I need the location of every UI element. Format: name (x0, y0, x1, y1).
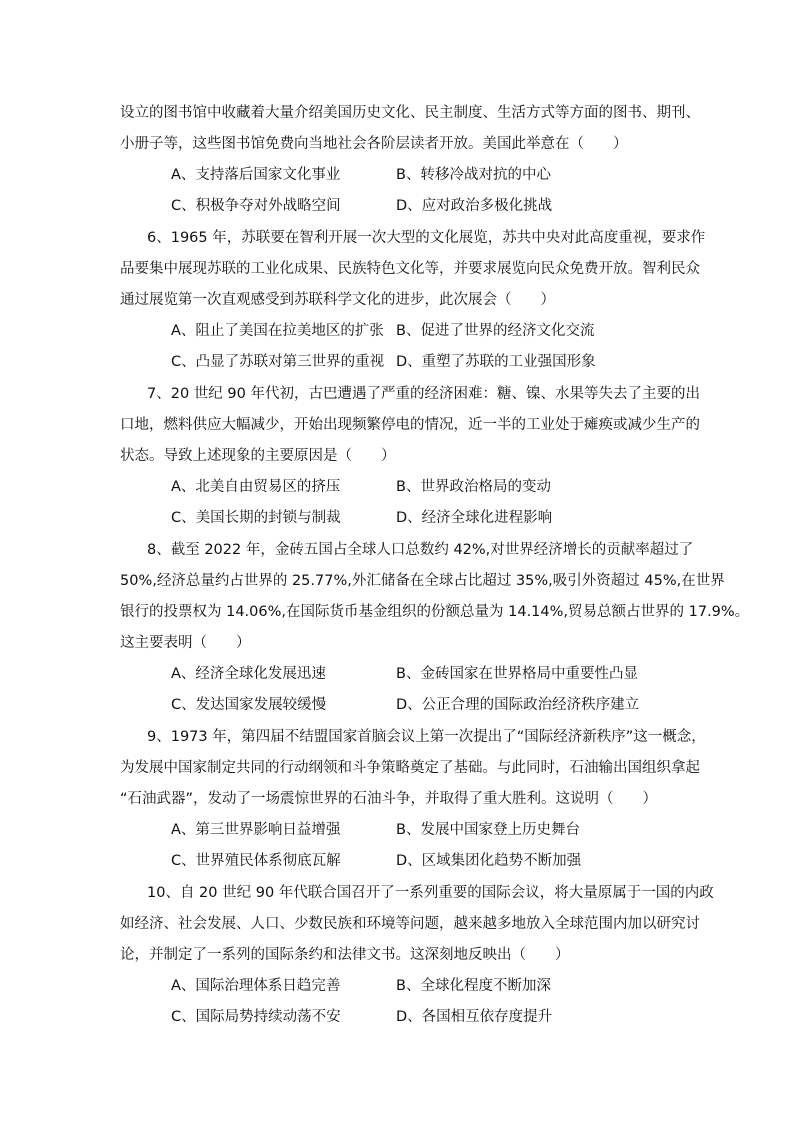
q7-stem-line-1: 7、20 世纪 90 年代初，古巴遭遇了严重的经济困难：糖、镍、水果等失去了主要的出 (147, 386, 700, 402)
q6-stem-line-3: 通过展览第一次直观感受到苏联科学文化的进步，此次展会（ ） (120, 292, 555, 308)
q7-option-a: A、北美自由贸易区的挤压 (171, 479, 341, 495)
q9-option-b: B、发展中国家登上历史舞台 (396, 822, 580, 838)
q7-option-c: C、美国长期的封锁与制裁 (171, 510, 341, 526)
q5-option-c: C、积极争夺对外战略空间 (171, 198, 341, 214)
q6-stem-line-2: 品要集中展现苏联的工业化成果、民族特色文化等，并要求展览向民众免费开放。智利民众 (120, 261, 700, 277)
q9-option-d: D、区域集团化趋势不断加强 (396, 853, 582, 869)
q8-stem-line-4: 这主要表明（ ） (120, 635, 251, 651)
q7-option-d: D、经济全球化进程影响 (396, 510, 553, 526)
q7-option-b: B、世界政治格局的变动 (396, 479, 551, 495)
q10-stem-line-3: 论，并制定了一系列的国际条约和法律文书。这深刻地反映出（ ） (120, 947, 570, 963)
q5-stem-line-1: 设立的图书馆中收藏着大量介绍美国历史文化、民主制度、生活方式等方面的图书、期刊、 (120, 105, 700, 121)
q6-option-b: B、促进了世界的经济文化交流 (396, 323, 595, 339)
q8-option-b: B、金砖国家在世界格局中重要性凸显 (396, 666, 638, 682)
q10-option-c: C、国际局势持续动荡不安 (171, 1009, 341, 1025)
q7-stem-line-3: 状态。导致上述现象的主要原因是（ ） (120, 448, 396, 464)
q9-stem-line-1: 9、1973 年，第四届不结盟国家首脑会议上第一次提出了“国际经济新秩序”这一概念， (147, 729, 706, 745)
q10-stem-line-1: 10、自 20 世纪 90 年代联合国召开了一系列重要的国际会议，将大量原属于一国的内政 (147, 885, 714, 901)
q9-option-a: A、第三世界影响日益增强 (171, 822, 341, 838)
q6-option-d: D、重塑了苏联的工业强国形象 (396, 354, 596, 370)
q8-option-c: C、发达国家发展较缓慢 (171, 697, 327, 713)
q6-option-c: C、凸显了苏联对第三世界的重视 (171, 354, 385, 370)
q5-option-d: D、应对政治多极化挑战 (396, 198, 553, 214)
q8-stem-line-1: 8、截至 2022 年，金砖五国占全球人口总数约 42%,对世界经济增长的贡献率超过了 (147, 542, 694, 558)
q6-stem-line-1: 6、1965 年，苏联要在智利开展一次大型的文化展览，苏共中央对此高度重视，要求作 (147, 230, 706, 246)
q8-option-d: D、公正合理的国际政治经济秩序建立 (396, 697, 640, 713)
q10-stem-line-2: 如经济、社会发展、人口、少数民族和环境等问题，越来越多地放入全球范围内加以研究讨 (120, 916, 700, 932)
q8-stem-line-2: 50%,经济总量约占世界的 25.77%,外汇储备在全球占比超过 35%,吸引外资超过 45%,在世界 (120, 573, 725, 589)
q9-option-c: C、世界殖民体系彻底瓦解 (171, 853, 341, 869)
q8-option-a: A、经济全球化发展迅速 (171, 666, 326, 682)
q10-option-d: D、各国相互依存度提升 (396, 1009, 553, 1025)
q10-option-b: B、全球化程度不断加深 (396, 978, 551, 994)
q5-stem-line-2: 小册子等，这些图书馆免费向当地社会各阶层读者开放。美国此举意在（ ） (120, 136, 628, 152)
q5-option-b: B、转移冷战对抗的中心 (396, 167, 551, 183)
q8-stem-line-3: 银行的投票权为 14.06%,在国际货币基金组织的份额总量为 14.14%,贸易总额占世界的 17.9%。 (120, 604, 750, 620)
q10-option-a: A、国际治理体系日趋完善 (171, 978, 341, 994)
q9-stem-line-2: 为发展中国家制定共同的行动纲领和斗争策略奠定了基础。与此同时，石油输出国组织拿起 (120, 760, 700, 776)
q6-option-a: A、阻止了美国在拉美地区的扩张 (171, 323, 384, 339)
q9-stem-line-3: “石油武器”，发动了一场震惊世界的石油斗争，并取得了重大胜利。这说明（ ） (120, 791, 658, 807)
q7-stem-line-2: 口地，燃料供应大幅减少，开始出现频繁停电的情况，近一半的工业处于瘫痪或减少生产的 (120, 417, 700, 433)
q5-option-a: A、支持落后国家文化事业 (171, 167, 341, 183)
